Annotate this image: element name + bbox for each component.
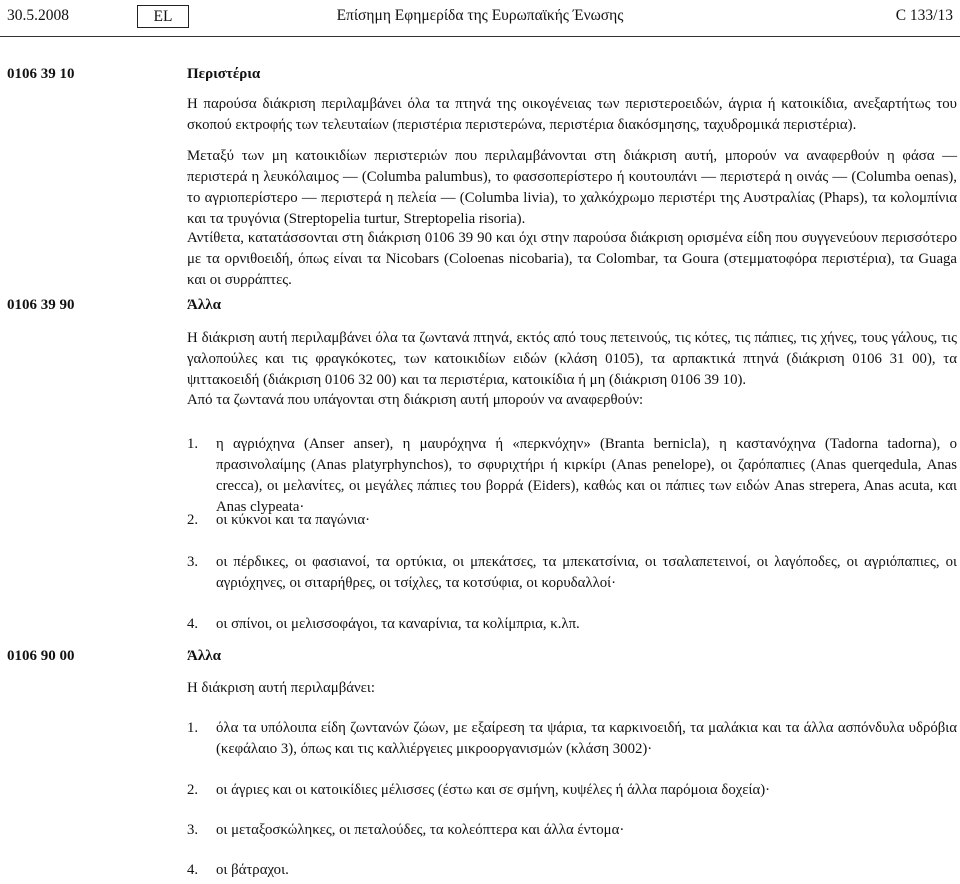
list-item-text: οι πέρδικες, οι φασιανοί, τα ορτύκια, οι μπεκάτσες, τα μπεκατσίνια, οι τσαλαπετεινοί, οι λαγόποδες, οι αγριόπαπιες, οι αγριόχηνες, οι σιταρήθρες, οι τσίχλες, τα κοτσύφια, οι κορυδαλλοί· xyxy=(216,554,957,591)
list-item-text: οι βάτραχοι. xyxy=(216,862,289,878)
paragraph: Αντίθετα, κατατάσσονται στη διάκριση 0106 39 90 και όχι στην παρούσα διάκριση ορισμένα είδη που συγγενεύουν περισσότερο με τα ορνιθοειδή, όπως είναι τα Nicobars (Coloenas nicobaria), τα Colombar, τα Goura (στεμματοφόρα περιστέρια), τα Guaga και οι συρράπτες. xyxy=(187,230,957,288)
page-reference: C 133/13 xyxy=(895,7,953,24)
list-item-text: η αγριόχηνα (Anser anser), η μαυρόχηνα ή «περκνόχην» (Branta bernicla), η καστανόχηνα (Tadorna tadorna), ο πρασινολαίμης (Anas platyrphynchos), το σφυριχτήρι ή κιρκίρι (Anas penelope), οι ζαρόπαπιες (Anas querqedula, Anas crecca), οι μελανίτες, οι μεγάλες πάπιες του βορρά (Eiders), καθώς και οι πάπιες των ειδών Anas strepera, Anas acuta, και Anas clypeata· xyxy=(216,436,957,515)
list-item xyxy=(187,434,957,518)
list-item xyxy=(187,614,957,635)
list-item-text: οι κύκνοι και τα παγώνια· xyxy=(216,512,371,528)
paragraph: Η διάκριση αυτή περιλαμβάνει: xyxy=(187,680,375,696)
list-item-number: 1. xyxy=(187,436,199,452)
list-item xyxy=(187,510,957,531)
list-item-number: 4. xyxy=(187,616,199,632)
section-heading: Άλλα xyxy=(187,648,221,664)
language-code-box: EL xyxy=(137,5,189,28)
list-item-text: οι μεταξοσκώληκες, οι πεταλούδες, τα κολεόπτερα και άλλα έντομα· xyxy=(216,822,625,838)
list-item xyxy=(187,780,957,801)
list-item-text: οι άγριες και οι κατοικίδιες μέλισσες (έστω και σε σμήνη, κυψέλες ή άλλα παρόμοια δοχεία)· xyxy=(216,782,771,798)
section-heading: Περιστέρια xyxy=(187,66,261,82)
section-code: 0106 39 90 xyxy=(7,297,75,313)
section-heading: Άλλα xyxy=(187,297,221,313)
section-code: 0106 39 10 xyxy=(7,66,75,82)
list-item xyxy=(187,718,957,760)
list-item-number: 3. xyxy=(187,554,199,570)
list-item xyxy=(187,820,957,841)
list-item-text: όλα τα υπόλοιπα είδη ζωντανών ζώων, με εξαίρεση τα ψάρια, τα καρκινοειδή, τα μαλάκια και τα άλλα ασπόνδυλα υδρόβια (κεφάλαιο 3), όπως και τις καλλιέργειες μικροοργανισμών (κλάση 3002)· xyxy=(216,720,957,757)
list-item-number: 1. xyxy=(187,720,199,736)
paragraph: Μεταξύ των μη κατοικιδίων περιστεριών που περιλαμβάνονται στη διάκριση αυτή, μπορούν να αναφερθούν η φάσα — περιστερά η λευκόλαιμος — (Columba palumbus), το φασσοπερίστερο ή κουτουπάνι — περιστερά η οινάς — (Columba oenas), το αγριοπερίστερο — περιστερά η πελεία — (Columba livia), το χαλκόχρωμο περιστέρι της Αυστραλίας (Phaps), τα κολομπίνια και τα τρυγόνια (Streptopelia turtur, Streptopelia risoria). xyxy=(187,148,957,227)
list-item-number: 2. xyxy=(187,512,199,528)
list-item-number: 4. xyxy=(187,862,199,878)
list-item xyxy=(187,860,957,881)
header-divider xyxy=(0,36,960,37)
list-item-text: οι σπίνοι, οι μελισσοφάγοι, τα καναρίνια, τα κολίμπρια, κ.λπ. xyxy=(216,616,580,632)
page-header xyxy=(0,5,960,31)
list-item-number: 3. xyxy=(187,822,199,838)
list-item xyxy=(187,552,957,594)
journal-title: Επίσημη Εφημερίδα της Ευρωπαϊκής Ένωσης xyxy=(336,7,624,24)
paragraph: Από τα ζωντανά που υπάγονται στη διάκριση αυτή μπορούν να αναφερθούν: xyxy=(187,392,644,408)
publication-date: 30.5.2008 xyxy=(7,7,69,24)
list-item-number: 2. xyxy=(187,782,199,798)
section-code: 0106 90 00 xyxy=(7,648,75,664)
paragraph: Η παρούσα διάκριση περιλαμβάνει όλα τα πτηνά της οικογένειας των περιστεροειδών, άγρια ή κατοικίδια, ανεξαρτήτως του σκοπού εκτροφής των τελευταίων (περιστέρια περιστερώνα, περιστέρια διακόσμησης, ταχυδρομικά περιστέρια). xyxy=(187,96,957,133)
paragraph: Η διάκριση αυτή περιλαμβάνει όλα τα ζωντανά πτηνά, εκτός από τους πετεινούς, τις κότες, τις πάπιες, τις χήνες, τους γάλους, τις γαλοπούλες και τις φραγκόκοτες, των κατοικιδίων ειδών (κλάση 0105), τα αρπακτικά πτηνά (διάκριση 0106 31 00), τα ψιττακοειδή (διάκριση 0106 32 00) και τα περιστέρια, κατοικίδια ή μη (διάκριση 0106 39 10). xyxy=(187,330,957,388)
